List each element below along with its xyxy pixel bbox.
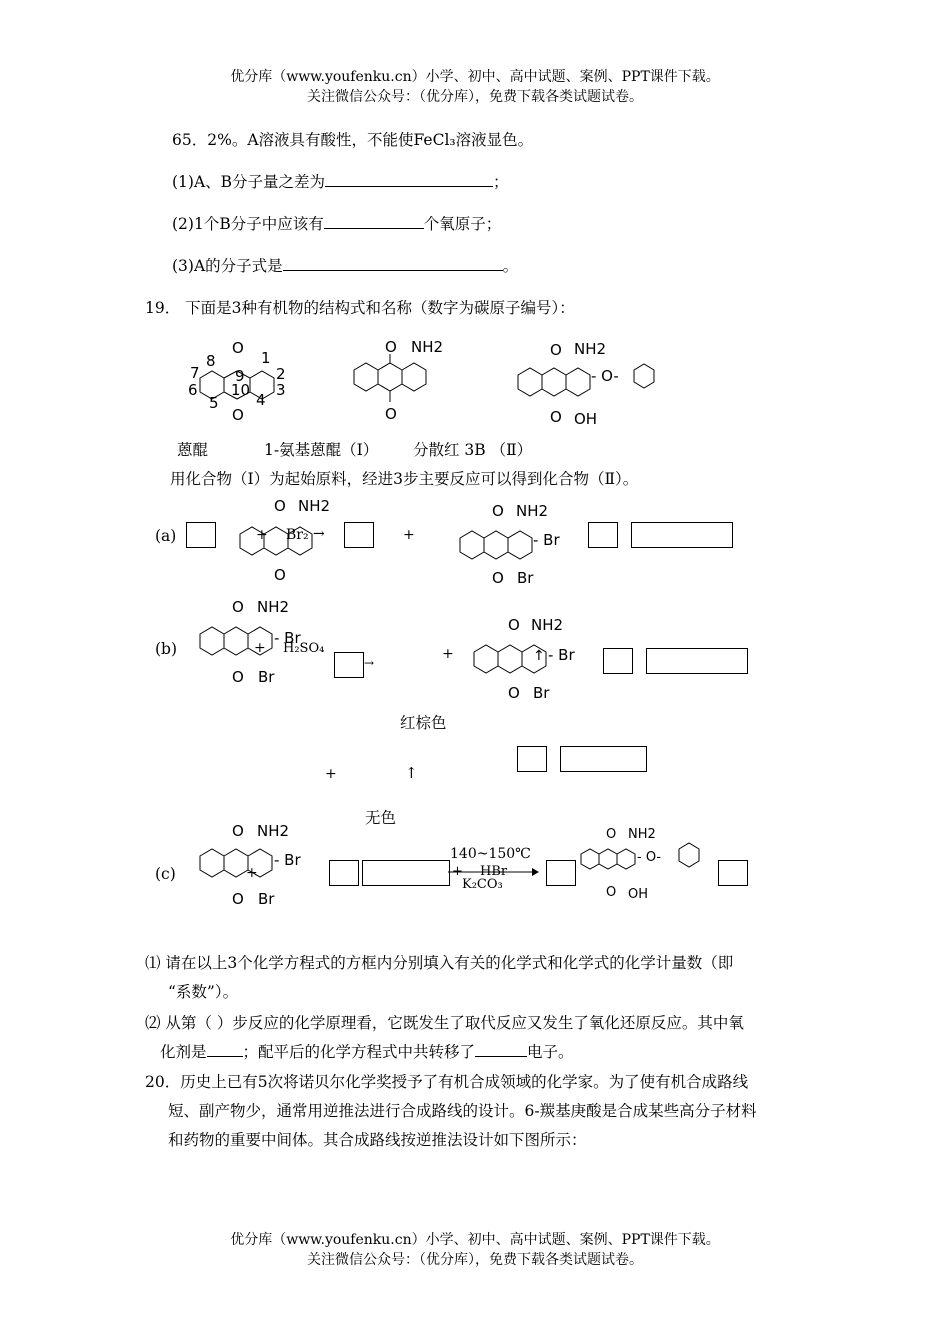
reagent-h2so4: H₂SO₄ (283, 641, 325, 656)
atom-label: O (385, 338, 397, 356)
atom-label: O (232, 890, 244, 908)
step-b-label: (b) (155, 640, 178, 658)
name-compound-2: 分散红 3B （Ⅱ） (413, 441, 533, 459)
q19-sub2-text-c: 电子。 (527, 1043, 574, 1061)
step-c-reactant (194, 816, 314, 910)
answer-box[interactable] (334, 652, 364, 678)
answer-box[interactable] (646, 648, 748, 674)
carbon-number: 3 (276, 381, 286, 399)
plus-sign: + (442, 646, 454, 662)
plus-sign: + (246, 865, 258, 881)
atom-label: O (274, 566, 286, 584)
q18-part2-end: 个氧原子； (423, 215, 502, 233)
answer-box[interactable] (546, 860, 576, 886)
atom-label: O (385, 405, 397, 423)
label-colorless: 无色 (365, 809, 397, 827)
compound-1-structure (354, 354, 426, 402)
answer-box[interactable] (560, 746, 647, 772)
q18-part2 (172, 212, 501, 234)
carbon-number: 8 (206, 352, 216, 370)
step-a-label: (a) (155, 527, 177, 545)
answer-box[interactable] (362, 860, 450, 886)
carbon-number: 1 (261, 349, 271, 367)
carbon-number: 7 (190, 364, 200, 382)
carbon-number: 5 (209, 394, 219, 412)
answer-blank[interactable] (475, 1056, 527, 1057)
atom-label: O (508, 616, 520, 634)
atom-label: - Br (548, 646, 575, 664)
name-compound-1: 1-氨基蒽醌（Ⅰ） (264, 441, 379, 459)
atom-label: Br (258, 668, 275, 686)
step-b-product (468, 614, 588, 704)
structures-row (180, 336, 700, 436)
answer-box[interactable] (718, 860, 748, 886)
plus-sign: + (254, 640, 266, 656)
q18-part3 (172, 254, 518, 276)
step-c-product (577, 822, 707, 902)
condition-temperature: 140~150℃ (450, 846, 531, 862)
q20-line-3: 和药物的重要中间体。其合成路线按逆推法设计如下图所示： (168, 1131, 587, 1149)
q18-part2-text: (2)1个B分子中应该有 (172, 215, 324, 233)
q19-title: 19． 下面是3种有机物的结构式和名称（数字为碳原子编号）： (145, 299, 575, 317)
atom-label: O (550, 408, 562, 426)
atom-label: NH2 (298, 497, 331, 515)
atom-label: O (232, 822, 244, 840)
atom-label: - Br (274, 629, 301, 647)
atom-label: O (508, 684, 520, 702)
atom-label: O (606, 827, 617, 842)
atom-label: - O- (591, 367, 619, 385)
q18-intro: 65．2%。A溶液具有酸性，不能使FeCl₃溶液显色。 (172, 131, 534, 149)
atom-label: O (232, 406, 244, 424)
atom-label: - O- (637, 850, 662, 865)
step-c-label: (c) (155, 865, 176, 883)
atom-label: NH2 (257, 822, 290, 840)
answer-box[interactable] (186, 522, 216, 548)
arrow: → (364, 656, 375, 670)
answer-box[interactable] (603, 648, 633, 674)
atom-label: O (550, 341, 562, 359)
atom-label: NH2 (516, 502, 549, 520)
name-anthraquinone: 蒽醌 (177, 441, 209, 459)
carbon-number: 2 (276, 365, 286, 383)
q19-sub2-text-a: 化剂是 (160, 1043, 207, 1061)
header-line-2: 关注微信公众号：（优分库），免费下载各类试题试卷。 (307, 89, 643, 105)
q18-part3-text: (3)A的分子式是 (172, 257, 283, 275)
q18-part1-text: (1)A、B分子量之差为 (172, 173, 326, 191)
q18-part3-end: 。 (502, 257, 519, 275)
arrow: → (313, 526, 325, 542)
atom-label: NH2 (574, 340, 607, 358)
q19-sub2: ⑵ 从第（ ）步反应的化学原理看，它既发生了取代反应又发生了氧化还原反应。其中氧 (145, 1014, 744, 1032)
answer-blank[interactable] (207, 1056, 243, 1057)
compound-2-structure (518, 364, 654, 396)
answer-box[interactable] (588, 522, 618, 548)
answer-blank[interactable] (283, 270, 503, 271)
atom-label: Br (258, 890, 275, 908)
plus-sign: + (325, 766, 337, 782)
carbon-number: 9 (235, 367, 245, 385)
q19-sub1-cont: “系数”）。 (168, 983, 239, 1001)
up-arrow: ↑ (533, 648, 545, 664)
atom-label: O (492, 569, 504, 587)
q19-sub1: ⑴ 请在以上3个化学方程式的方框内分别填入有关的化学式和化学式的化学计量数（即 (145, 954, 734, 972)
atom-label: NH2 (628, 827, 656, 842)
atom-label: O (232, 339, 244, 357)
atom-label: OH (628, 887, 649, 902)
answer-box[interactable] (631, 522, 733, 548)
atom-label: O (232, 668, 244, 686)
carbon-number: 6 (188, 381, 198, 399)
answer-blank[interactable] (324, 228, 424, 229)
q19-sub2-cont (160, 1040, 574, 1062)
atom-label: NH2 (411, 338, 444, 356)
q20-line-2: 短、副产物少，通常用逆推法进行合成路线的设计。6-羰基庚酸是合成某些高分子材料 (168, 1102, 757, 1120)
q18-part1 (172, 170, 509, 192)
atom-label: O (492, 502, 504, 520)
q20-line-1: 20．历史上已有5次将诺贝尔化学奖授予了有机合成领域的化学家。为了使有机合成路线 (145, 1073, 749, 1091)
carbon-number: 4 (256, 391, 266, 409)
atom-label: Br (517, 569, 534, 587)
atom-label: Br (533, 684, 550, 702)
footer-line-1: 优分库（www.youfenku.cn）小学、初中、高中试题、案例、PPT课件下载。 (230, 1232, 720, 1248)
atom-label: - Br (533, 531, 560, 549)
answer-box[interactable] (517, 746, 547, 772)
atom-label: O (274, 497, 286, 515)
q18-part1-end: ； (493, 173, 509, 191)
atom-label: NH2 (257, 598, 290, 616)
answer-box[interactable] (344, 522, 374, 548)
byproduct-hbr: HBr (480, 864, 508, 879)
footer-line-2: 关注微信公众号：（优分库），免费下载各类试题试卷。 (307, 1252, 643, 1268)
plus-sign: + (403, 527, 415, 543)
atom-label: NH2 (531, 616, 564, 634)
label-red-brown: 红棕色 (400, 714, 447, 732)
q19-sub2-text-b: ；配平后的化学方程式中共转移了 (242, 1043, 476, 1061)
condition-k2co3: K₂CO₃ (462, 877, 503, 892)
step-a-product (454, 500, 574, 590)
atom-label: O (606, 885, 617, 900)
atom-label: OH (574, 410, 598, 428)
up-arrow: ↑ (405, 764, 418, 782)
q19-description: 用化合物（Ⅰ）为起始原料，经进3步主要反应可以得到化合物（Ⅱ）。 (170, 470, 639, 488)
atom-label: O (232, 598, 244, 616)
answer-blank[interactable] (325, 186, 493, 187)
header-line-1: 优分库（www.youfenku.cn）小学、初中、高中试题、案例、PPT课件下载。 (230, 69, 720, 85)
reagent-br2: Br₂ (286, 527, 309, 543)
plus-sign: + (256, 527, 268, 543)
answer-box[interactable] (329, 860, 359, 886)
carbon-number: 10 (231, 381, 251, 399)
atom-label: - Br (274, 851, 301, 869)
plus-sign: + (452, 864, 463, 879)
